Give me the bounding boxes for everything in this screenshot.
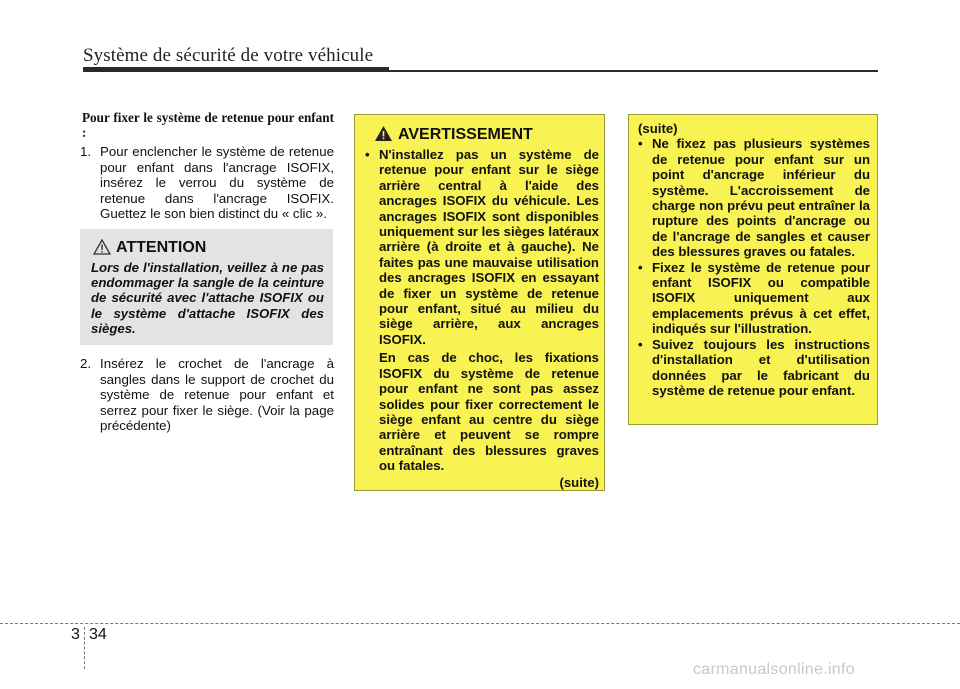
left-column — [80, 110, 334, 222]
bullet-mark: • — [365, 147, 370, 162]
warning-bullet — [638, 136, 870, 259]
step-2 — [80, 356, 334, 434]
bullet-text: N'installez pas un système de retenue pour enfant sur le siège arrière central à l'aide des ancrages ISOFIX du véhicule. Les ancrages ISOFIX sont disponibles uniquement sur les sièges latéraux arrière (à droite et à gauche). Ne faites pas une mauvaise utilisation des ancrages ISOFIX en essayant de fixer un système de retenue pour enfant, situé au milieu du siège arrière, aux ancrages ISOFIX. — [379, 147, 599, 347]
warning-bullet — [638, 260, 870, 337]
bullet-text: Fixez le système de retenue pour enfant ISOFIX ou compatible ISOFIX uniquement aux emplacements prévus à cet effet, indiqués sur l'illustration. — [652, 259, 870, 337]
header-rule — [389, 70, 878, 72]
warning-triangle-icon — [374, 125, 393, 142]
warning-box — [354, 114, 605, 491]
bullet-mark: • — [638, 259, 643, 275]
warning-bullet — [638, 337, 870, 399]
watermark: carmanualsonline.info — [693, 661, 855, 678]
warning-box-continued — [628, 114, 878, 425]
step-number: 2. — [80, 356, 92, 371]
warning-body — [638, 121, 870, 398]
page-number: 34 — [89, 626, 107, 643]
header-thick-bar — [83, 67, 389, 72]
warning-bullet — [365, 147, 599, 347]
caution-triangle-icon — [93, 239, 111, 255]
bullet-text: Suivez toujours les instructions d'installation et d'utilisation données par le fabricant du système de retenue pour enfant. — [652, 336, 870, 398]
step-text: Pour enclencher le système de retenue pour enfant dans l'ancrage ISOFIX, insérez le verrou du système de retenue dans l'ancrage ISOFIX. Guettez le son bien distinct du « clic ». — [100, 144, 334, 222]
continued-label: (suite) — [638, 121, 678, 136]
attention-title: ATTENTION — [116, 239, 207, 256]
section-title: Système de sécurité de votre véhicule — [83, 45, 374, 66]
procedure-heading: Pour fixer le système de retenue pour enfant : — [82, 110, 334, 140]
warning-title: AVERTISSEMENT — [398, 126, 533, 143]
attention-box — [80, 229, 333, 345]
warning-body — [365, 147, 599, 490]
bullet-mark: • — [638, 136, 643, 152]
left-column-bottom — [80, 356, 334, 434]
attention-text: Lors de l'installation, veillez à ne pas endommager la sangle de la ceinture de sécurité avec l'attache ISOFIX ou le système d'attache ISOFIX des sièges. — [91, 260, 324, 336]
chapter-number: 3 — [71, 626, 80, 643]
step-text: Insérez le crochet de l'ancrage à sangles dans le support de crochet du système de retenue pour enfant et serrez pour fixer le siège. (Voir la page précédente) — [100, 356, 334, 434]
footer-divider — [84, 627, 85, 669]
bullet-mark: • — [638, 336, 643, 352]
bullet-text: Ne fixez pas plusieurs systèmes de retenue pour enfant sur un point d'ancrage inférieur du système. L'accroissement de charge non prévu peut entraîner la rupture des points d'ancrage ou de l'ancrage de sangles et causer des blessures graves ou fatales. — [652, 136, 870, 260]
footer-rule — [0, 623, 960, 624]
step-number: 1. — [80, 144, 92, 159]
continued-label: (suite) — [559, 474, 599, 490]
step-1 — [80, 144, 334, 222]
warning-paragraph: En cas de choc, les fixations ISOFIX du système de retenue pour enfant ne sont pas assez solides pour fixer correctement le siège enfant au centre du siège arrière et peuvent se rompre entraînant des blessures graves ou fatales. — [379, 350, 599, 474]
